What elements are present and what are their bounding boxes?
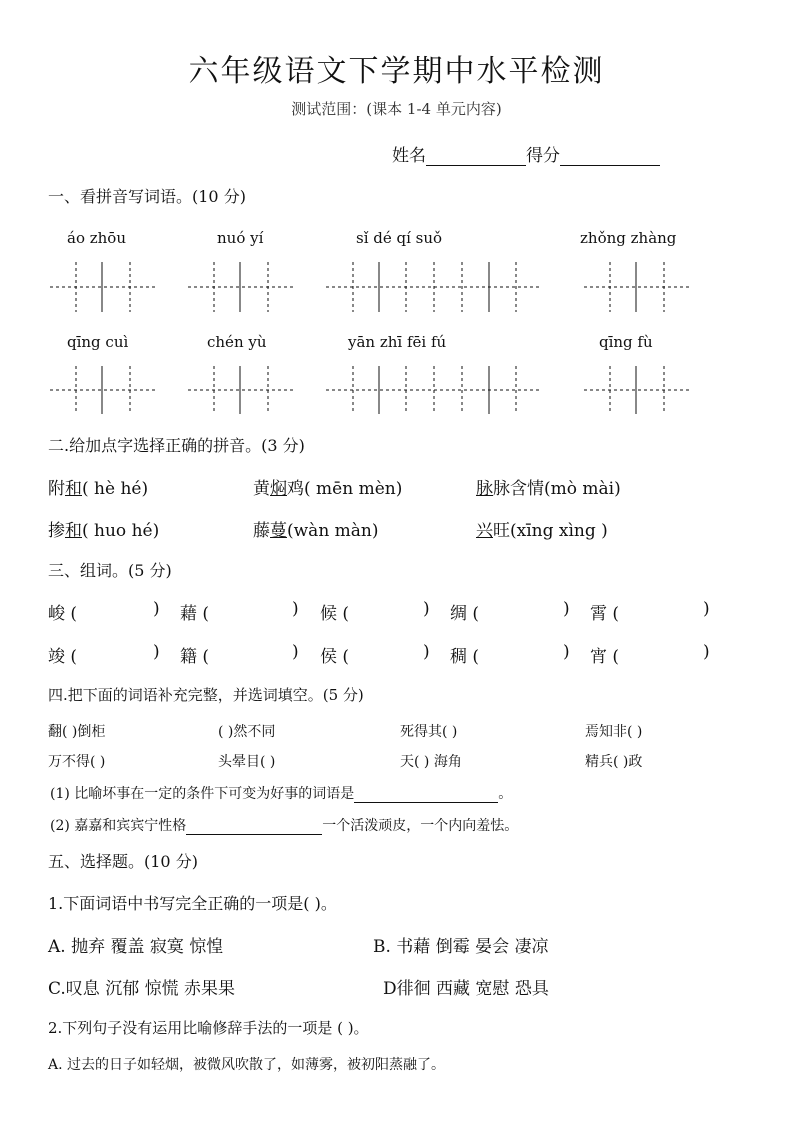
- pinyin-item-xingwang: 兴旺(xīng xìng ): [476, 521, 608, 541]
- writing-grid-row2[interactable]: [0, 362, 793, 420]
- section3-heading: 三、组词。(5 分): [48, 561, 172, 580]
- word-item-xiao2: 宵 (: [590, 647, 620, 667]
- fill-sentence-2: (2) 嘉嘉和宾宾宁性格 一个活泼顽皮，一个内向羞怯。: [50, 818, 519, 834]
- score-label: 得分: [526, 146, 560, 166]
- idiom-jiranbutong: ( )然不同: [218, 724, 276, 740]
- q2-option-a[interactable]: A. 过去的日子如轻烟，被微风吹散了，如薄雾，被初阳蒸融了。: [48, 1057, 446, 1073]
- page-subtitle: 测试范围：(课本 1-4 单元内容): [291, 100, 502, 118]
- pinyin-zhongzhang: zhǒng zhàng: [580, 229, 677, 247]
- name-score-row: [392, 141, 660, 166]
- section1-heading: 一、看拼音写词语。(10 分): [48, 187, 246, 206]
- close-paren: ): [703, 642, 710, 662]
- idiom-yanzhifeifu: 焉知非( ): [585, 724, 643, 740]
- fill-sentence-1: (1) 比喻坏事在一定的条件下可变为好事的词语是 。: [50, 786, 513, 802]
- word-item-hou2: 侯 (: [320, 647, 350, 667]
- section4-heading: 四.把下面的词语补充完整，并选词填空。(5 分): [48, 686, 364, 704]
- name-label: 姓名: [392, 146, 426, 166]
- close-paren: ): [563, 599, 570, 619]
- pinyin-aozhou: áo zhōu: [67, 229, 126, 247]
- word-item-jun: 峻 (: [48, 604, 78, 624]
- word-item-chou: 绸 (: [450, 604, 480, 624]
- word-item-xiao: 霄 (: [590, 604, 620, 624]
- close-paren: ): [703, 599, 710, 619]
- name-field[interactable]: [426, 147, 526, 166]
- page-title: 六年级语文下学期中水平检测: [188, 54, 605, 89]
- section2-heading: 二.给加点字选择正确的拼音。(3 分): [48, 436, 305, 455]
- pinyin-nuoyi: nuó yí: [217, 229, 264, 247]
- writing-grid-row1[interactable]: [0, 258, 793, 316]
- word-item-chou2: 稠 (: [450, 647, 480, 667]
- close-paren: ): [292, 599, 299, 619]
- q1-option-d[interactable]: D徘徊 西藏 宽慰 恐具: [383, 979, 549, 999]
- close-paren: ): [423, 599, 430, 619]
- q1-option-c[interactable]: C.叹息 沉郁 惊慌 赤果果: [48, 979, 236, 999]
- score-field[interactable]: [560, 147, 660, 166]
- close-paren: ): [292, 642, 299, 662]
- word-item-ji: 籍 (: [180, 647, 210, 667]
- pinyin-item-tengman: 藤蔓(wàn màn): [253, 521, 379, 541]
- q1-option-a[interactable]: A. 抛弃 覆盖 寂寞 惊惶: [48, 937, 224, 957]
- close-paren: ): [563, 642, 570, 662]
- idiom-touyunmuxuan: 头晕目( ): [218, 754, 276, 770]
- close-paren: ): [153, 642, 160, 662]
- pinyin-item-fuhe: 附和( hè hé): [48, 479, 149, 499]
- pinyin-sideqisuo: sǐ dé qí suǒ: [356, 229, 443, 247]
- pinyin-qingcui: qīng cuì: [67, 333, 129, 351]
- pinyin-chenyu: chén yù: [207, 333, 267, 351]
- word-item-hou: 候 (: [320, 604, 350, 624]
- question-1: 1.下面词语中书写完全正确的一项是( )。: [48, 894, 337, 913]
- section5-heading: 五、选择题。(10 分): [48, 852, 198, 871]
- close-paren: ): [153, 599, 160, 619]
- fill-blank-1[interactable]: [354, 786, 498, 803]
- pinyin-item-huangmenji: 黄焖鸡( mēn mèn): [253, 479, 403, 499]
- word-item-jie: 藉 (: [180, 604, 210, 624]
- idiom-tianyahaijiao: 天( ) 海角: [400, 754, 462, 770]
- idiom-sideqisuo: 死得其( ): [400, 724, 458, 740]
- pinyin-qingfu: qīng fù: [599, 333, 653, 351]
- close-paren: ): [423, 642, 430, 662]
- pinyin-yanzhifeifu: yān zhī fēi fú: [348, 333, 447, 351]
- fill-blank-2[interactable]: [186, 818, 322, 835]
- q1-option-b[interactable]: B. 书藉 倒霉 晏会 凄凉: [373, 937, 549, 957]
- word-item-jun2: 竣 (: [48, 647, 78, 667]
- idiom-wanbudeyi: 万不得( ): [48, 754, 106, 770]
- pinyin-item-maimai: 脉脉含情(mò mài): [476, 479, 621, 499]
- question-2: 2.下列句子没有运用比喻修辞手法的一项是 ( )。: [48, 1019, 369, 1037]
- idiom-jingbingjianzheng: 精兵( )政: [585, 754, 643, 770]
- idiom-fanxiangdaogui: 翻( )倒柜: [48, 724, 106, 740]
- pinyin-item-chanhe: 掺和( huo hé): [48, 521, 160, 541]
